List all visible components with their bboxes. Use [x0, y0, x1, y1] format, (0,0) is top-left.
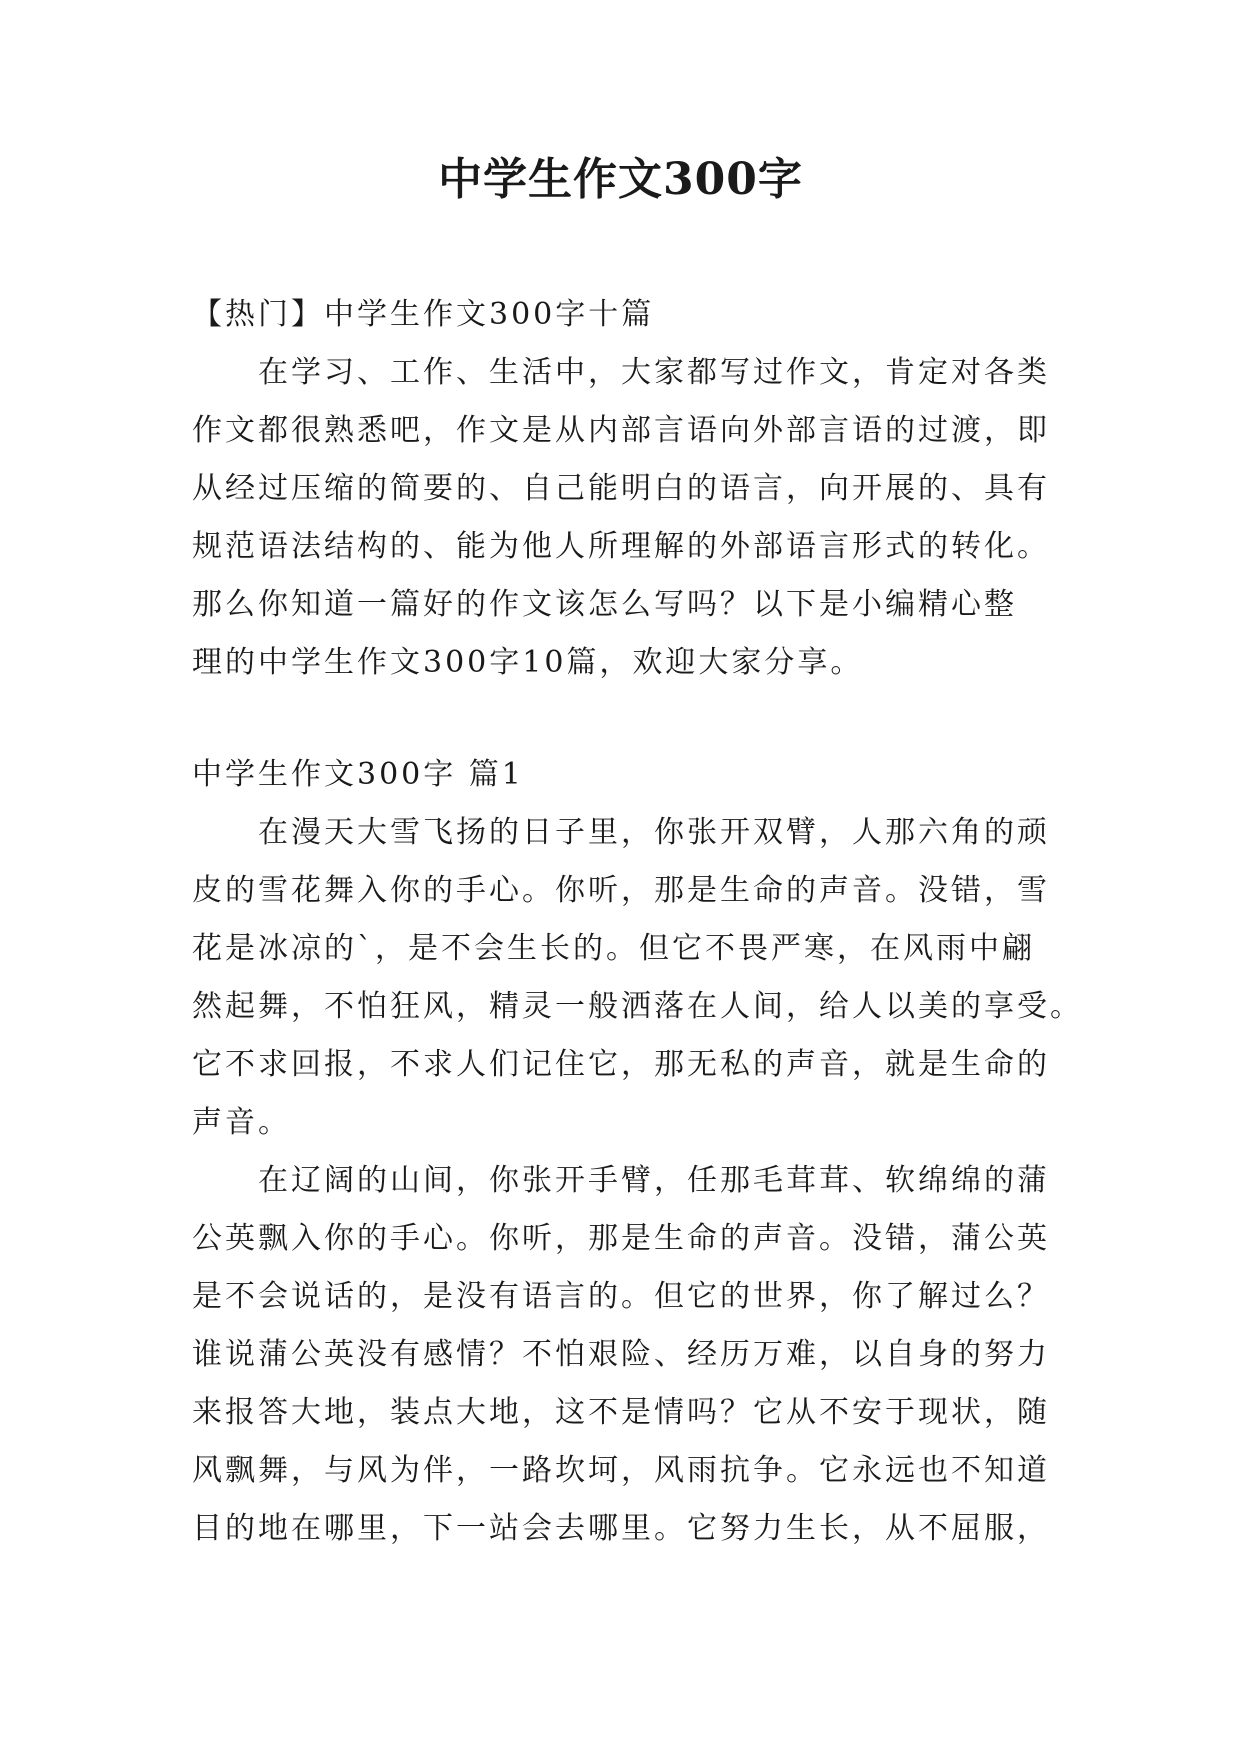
section-heading: 中学生作文300字 篇1 — [192, 757, 524, 792]
text-line: 是不会说话的，是没有语言的。但它的世界，你了解过么？ — [192, 1279, 1050, 1314]
text-line: 花是冰凉的`，是不会生长的。但它不畏严寒，在风雨中翩 — [192, 931, 1035, 966]
text-line: 它不求回报，不求人们记住它，那无私的声音，就是生命的 — [192, 1047, 1050, 1082]
text-line: 然起舞，不怕狂风，精灵一般洒落在人间，给人以美的享受。 — [192, 989, 1083, 1024]
text-line: 规范语法结构的、能为他人所理解的外部语言形式的转化。 — [192, 529, 1050, 564]
intro-paragraph — [192, 344, 1052, 692]
text-line: 皮的雪花舞入你的手心。你听，那是生命的声音。没错，雪 — [192, 873, 1050, 908]
text-line: 谁说蒲公英没有感情？不怕艰险、经历万难，以自身的努力 — [192, 1337, 1050, 1372]
text-line: 在辽阔的山间，你张开手臂，任那毛茸茸、软绵绵的蒲 — [258, 1163, 1050, 1198]
document-body — [192, 286, 1083, 1558]
text-line: 来报答大地，装点大地，这不是情吗？它从不安于现状，随 — [192, 1395, 1050, 1430]
text-line: 在漫天大雪飞扬的日子里，你张开双臂，人那六角的顽 — [258, 815, 1050, 850]
page-title: 中学生作文300字 — [438, 154, 803, 205]
text-line: 声音。 — [192, 1105, 291, 1140]
text-line: 公英飘入你的手心。你听，那是生命的声音。没错，蒲公英 — [192, 1221, 1050, 1256]
text-line: 在学习、工作、生活中，大家都写过作文，肯定对各类 — [258, 355, 1050, 390]
paragraph-1 — [192, 804, 1083, 1152]
text-line: 那么你知道一篇好的作文该怎么写吗？以下是小编精心整 — [192, 587, 1017, 622]
text-line: 目的地在哪里，下一站会去哪里。它努力生长，从不屈服， — [192, 1511, 1050, 1546]
paragraph-2 — [192, 1152, 1052, 1558]
subtitle: 【热门】中学生作文300字十篇 — [192, 297, 655, 332]
text-line: 风飘舞，与风为伴，一路坎坷，风雨抗争。它永远也不知道 — [192, 1453, 1050, 1488]
text-line: 从经过压缩的简要的、自己能明白的语言，向开展的、具有 — [192, 471, 1050, 506]
text-line: 作文都很熟悉吧，作文是从内部言语向外部言语的过渡，即 — [192, 413, 1050, 448]
paragraph-gap — [192, 692, 1052, 746]
text-line: 理的中学生作文300字10篇，欢迎大家分享。 — [192, 645, 864, 680]
